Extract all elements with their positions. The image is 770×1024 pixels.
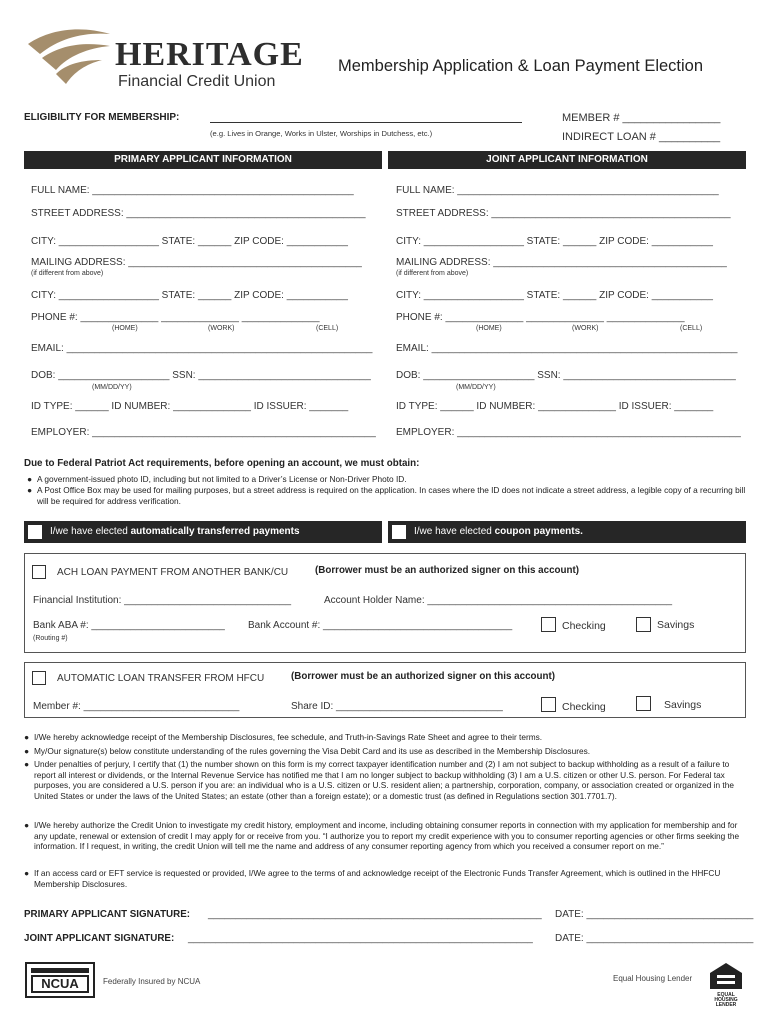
primary-mailing[interactable]: MAILING ADDRESS: __________________________________________ xyxy=(31,257,362,268)
joint-id[interactable]: ID TYPE: ______ ID NUMBER: ______________ ID ISSUER: _______ xyxy=(396,401,714,412)
indirect-loan-field[interactable]: INDIRECT LOAN # __________ xyxy=(562,131,721,143)
coupon-bold: coupon payments. xyxy=(494,526,583,537)
ach-checkbox[interactable] xyxy=(32,565,46,579)
primary-city[interactable]: CITY: __________________ STATE: ______ ZIP CODE: ___________ xyxy=(31,236,348,247)
ach-savings-checkbox[interactable] xyxy=(636,617,651,632)
logo xyxy=(22,24,312,94)
joint-mailing-note: (if different from above) xyxy=(396,270,469,277)
joint-email[interactable]: EMAIL: _______________________________________________________ xyxy=(396,343,738,354)
coupon-election[interactable] xyxy=(388,521,746,543)
joint-phone-work: (WORK) xyxy=(572,325,599,332)
joint-city-2[interactable]: CITY: __________________ STATE: ______ ZIP CODE: ___________ xyxy=(396,290,713,301)
primary-employer[interactable]: EMPLOYER: ___________________________________________________ xyxy=(31,427,376,438)
transfer-member-number[interactable]: Member #: ____________________________ xyxy=(33,701,240,712)
eligibility-label: ELIGIBILITY FOR MEMBERSHIP: xyxy=(24,112,180,123)
ach-financial-institution[interactable]: Financial Institution: ______________________________ xyxy=(33,595,292,606)
auto-transfer-prefix: I/we have elected xyxy=(50,526,131,537)
transfer-savings-checkbox[interactable] xyxy=(636,696,651,711)
transfer-share-id[interactable]: Share ID: ______________________________ xyxy=(291,701,503,712)
primary-phone-cell: (CELL) xyxy=(316,325,339,332)
ach-bank-aba[interactable]: Bank ABA #: ________________________ xyxy=(33,620,225,631)
primary-phone-work: (WORK) xyxy=(208,325,235,332)
ach-account-holder[interactable]: Account Holder Name: ____________________________________________ xyxy=(324,595,673,606)
joint-dob-ssn[interactable]: DOB: ____________________ SSN: _______________________________ xyxy=(396,370,736,381)
joint-street[interactable]: STREET ADDRESS: ___________________________________________ xyxy=(396,208,731,219)
auto-transfer-bold: automatically transferred payments xyxy=(130,526,300,537)
joint-phone[interactable]: PHONE #: ______________ ______________ ______________ xyxy=(396,312,685,323)
primary-mailing-note: (if different from above) xyxy=(31,270,104,277)
joint-phone-cell: (CELL) xyxy=(680,325,703,332)
logo-sub: Financial Credit Union xyxy=(118,73,276,90)
eligibility-line[interactable] xyxy=(210,122,522,123)
joint-full-name[interactable]: FULL NAME: _______________________________________________ xyxy=(396,185,719,196)
auto-transfer-checkbox[interactable] xyxy=(28,525,42,539)
joint-employer[interactable]: EMPLOYER: ___________________________________________________ xyxy=(396,427,741,438)
member-number-field[interactable]: MEMBER # ________________ xyxy=(562,112,721,124)
equal-housing-icon xyxy=(708,962,744,1008)
disclosure-5: ● If an access card or EFT service is requested or provided, I/We agree to the terms of and acknowledge receipt of the Electronic Funds Transfer Agreement, which is outlined in the HHFCU Membership Disclosures. xyxy=(24,868,721,889)
primary-phone-home: (HOME) xyxy=(112,325,138,332)
joint-signature-line[interactable]: ______________________________________________________________ xyxy=(188,933,533,944)
transfer-checking-checkbox[interactable] xyxy=(541,697,556,712)
equal-housing-text: Equal Housing Lender xyxy=(613,974,693,983)
primary-phone[interactable]: PHONE #: ______________ ______________ ______________ xyxy=(31,312,320,323)
primary-date-field[interactable]: DATE: ______________________________ xyxy=(555,909,754,920)
patriot-bullet-2: ● A Post Office Box may be used for mailing purposes, but a street address is required on the application. In cases where the ID does not indicate a street address, a legible copy of a recurring bill will be required for address verification. xyxy=(27,485,746,506)
transfer-checking-label: Checking xyxy=(562,701,606,713)
primary-signature-line[interactable]: ____________________________________________________________ xyxy=(208,909,542,920)
ach-savings-label: Savings xyxy=(657,619,695,631)
equal-housing-logo-text: EQUAL HOUSING LENDER xyxy=(714,992,738,1008)
ach-checking-checkbox[interactable] xyxy=(541,617,556,632)
transfer-note: (Borrower must be an authorized signer on this account) xyxy=(291,671,555,682)
ach-routing-note: (Routing #) xyxy=(33,635,68,642)
primary-street[interactable]: STREET ADDRESS: ___________________________________________ xyxy=(31,208,366,219)
coupon-checkbox[interactable] xyxy=(392,525,406,539)
joint-city[interactable]: CITY: __________________ STATE: ______ ZIP CODE: ___________ xyxy=(396,236,713,247)
ncua-logo-stripe xyxy=(31,968,89,973)
joint-mailing[interactable]: MAILING ADDRESS: __________________________________________ xyxy=(396,257,727,268)
disclosure-4: ● I/We hereby authorize the Credit Union to investigate my credit history, employment and income, including obtaining consumer reports in connection with my application for membership and for any update, renewal or extension of credit I may apply for or receive from you. “I authorize you to report my credit experience with you to consumer reporting agencies or other firms seeking the information. If I request, in writing, the credit Union will tell me the name and address of any consumer reporting agency from which you received a consumer report on me.” xyxy=(24,820,740,851)
ncua-logo-text: NCUA xyxy=(31,975,89,993)
heritage-logo-icon xyxy=(22,24,117,94)
patriot-act-heading: Due to Federal Patriot Act requirements, before opening an account, we must obtain: xyxy=(24,458,420,469)
primary-dob-ssn[interactable]: DOB: ____________________ SSN: _______________________________ xyxy=(31,370,371,381)
patriot-bullet-1: ● A government-issued photo ID, including but not limited to a Driver’s License or Non-Driver Photo ID. xyxy=(27,474,407,484)
primary-applicant-heading: PRIMARY APPLICANT INFORMATION xyxy=(24,151,382,169)
transfer-savings-label: Savings xyxy=(664,699,702,711)
ach-checking-label: Checking xyxy=(562,620,606,632)
insured-text: Federally Insured by NCUA xyxy=(103,977,201,986)
auto-transfer-election[interactable] xyxy=(24,521,382,543)
ach-bank-account[interactable]: Bank Account #: __________________________________ xyxy=(248,620,513,631)
joint-date-field[interactable]: DATE: ______________________________ xyxy=(555,933,754,944)
disclosure-2: ● My/Our signature(s) below constitute understanding of the rules governing the Visa Debit Card and its use as described in the Membership Disclosures. xyxy=(24,746,591,756)
logo-name: HERITAGE xyxy=(115,36,304,73)
joint-dob-format: (MM/DD/YY) xyxy=(456,384,496,391)
primary-city-2[interactable]: CITY: __________________ STATE: ______ ZIP CODE: ___________ xyxy=(31,290,348,301)
primary-signature-label: PRIMARY APPLICANT SIGNATURE: xyxy=(24,909,191,920)
ncua-logo xyxy=(25,962,95,998)
primary-email[interactable]: EMAIL: _______________________________________________________ xyxy=(31,343,373,354)
primary-id[interactable]: ID TYPE: ______ ID NUMBER: ______________ ID ISSUER: _______ xyxy=(31,401,349,412)
transfer-checkbox[interactable] xyxy=(32,671,46,685)
ach-title: ACH LOAN PAYMENT FROM ANOTHER BANK/CU xyxy=(57,567,289,578)
disclosure-3: ● Under penalties of perjury, I certify that (1) the number shown on this form is my correct taxpayer identification number and (2) I am not subject to backup withholding as a result of a failure to report all interest or dividends, or the Internal Revenue Service has notified me that I am no longer subject to backup withholding (3) I am a U.S. citizen or other U.S. person. For Federal tax purposes, you are considered a U.S. person if you are: an individual who is a U.S. citizen or U.S. resident alien; a partnership, corporation, company, or association created or organized in the United States or under the laws of the United States; an estate (other than a foreign estate); or a domestic trust (as defined in Regulations section 301.7701.7). xyxy=(24,759,734,801)
joint-applicant-heading: JOINT APPLICANT INFORMATION xyxy=(388,151,746,169)
transfer-title: AUTOMATIC LOAN TRANSFER FROM HFCU xyxy=(57,673,265,684)
page-title: Membership Application & Loan Payment Election xyxy=(338,57,704,75)
coupon-prefix: I/we have elected xyxy=(414,526,495,537)
ach-note: (Borrower must be an authorized signer on this account) xyxy=(315,565,579,576)
primary-full-name[interactable]: FULL NAME: _______________________________________________ xyxy=(31,185,354,196)
joint-phone-home: (HOME) xyxy=(476,325,502,332)
primary-dob-format: (MM/DD/YY) xyxy=(92,384,132,391)
eligibility-hint: (e.g. Lives in Orange, Works in Ulster, Worships in Dutchess, etc.) xyxy=(210,129,433,138)
joint-signature-label: JOINT APPLICANT SIGNATURE: xyxy=(24,933,175,944)
disclosure-1: ● I/We hereby acknowledge receipt of the Membership Disclosures, fee schedule, and Truth-in-Savings Rate Sheet and agree to their terms. xyxy=(24,732,543,742)
